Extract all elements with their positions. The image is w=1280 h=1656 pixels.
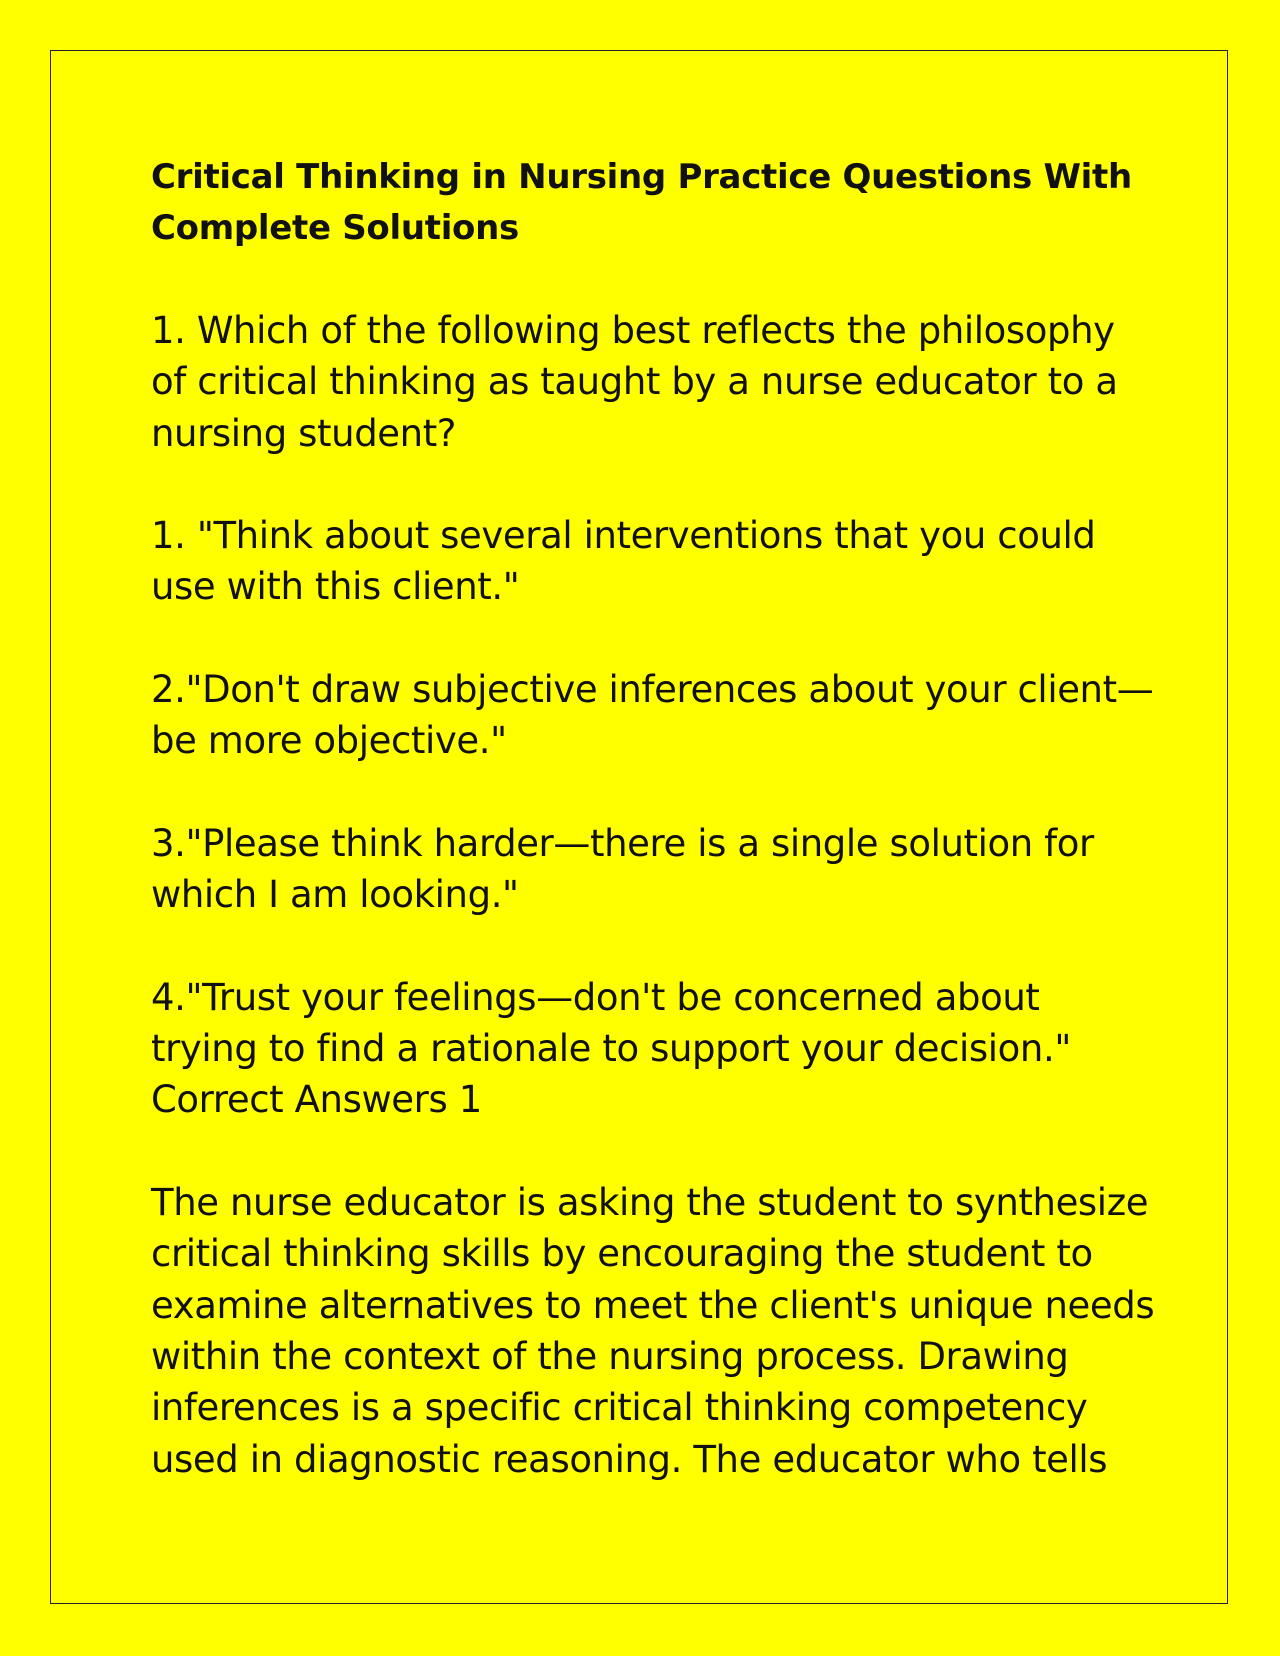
explanation-line: used in diagnostic reasoning. The educator who tells	[151, 1437, 1108, 1481]
question-line: nursing student?	[151, 411, 457, 455]
question-line: 1. Which of the following best reflects the philosophy	[151, 309, 1115, 352]
correct-answer-line: Correct Answers 1	[151, 1078, 482, 1122]
explanation-line: The nurse educator is asking the student to synthesize	[151, 1181, 1149, 1225]
answer-option-4	[151, 972, 1141, 1126]
option-line: use with this client."	[151, 565, 520, 609]
option-line: 2."Don't draw subjective inferences about your client—	[151, 668, 1154, 712]
question-line: of critical thinking as taught by a nurse educator to a	[151, 360, 1118, 404]
question-text	[151, 305, 1141, 459]
option-line: 1. "Think about several interventions that you could	[151, 514, 1096, 558]
explanation-text	[151, 1177, 1155, 1485]
explanation-line: critical thinking skills by encouraging the student to	[151, 1232, 1093, 1276]
title-line: Complete Solutions	[151, 208, 519, 248]
title-line: Critical Thinking in Nursing Practice Questions With	[151, 157, 1132, 197]
document-body	[151, 152, 1155, 1536]
option-line: which I am looking."	[151, 873, 519, 917]
answer-option-2	[151, 664, 1154, 767]
explanation-line: examine alternatives to meet the client's unique needs	[151, 1283, 1155, 1327]
option-line: 4."Trust your feelings—don't be concerned about	[151, 975, 1040, 1019]
explanation-line: within the context of the nursing process. Drawing	[151, 1334, 1069, 1378]
document-title	[151, 152, 1141, 254]
option-line: be more objective."	[151, 719, 507, 763]
answer-option-1	[151, 510, 1141, 613]
answer-option-3	[151, 818, 1141, 921]
explanation-line: inferences is a specific critical thinking competency	[151, 1386, 1088, 1430]
option-line: 3."Please think harder—there is a single solution for	[151, 821, 1094, 865]
option-line: trying to find a rationale to support your decision."	[151, 1027, 1071, 1071]
